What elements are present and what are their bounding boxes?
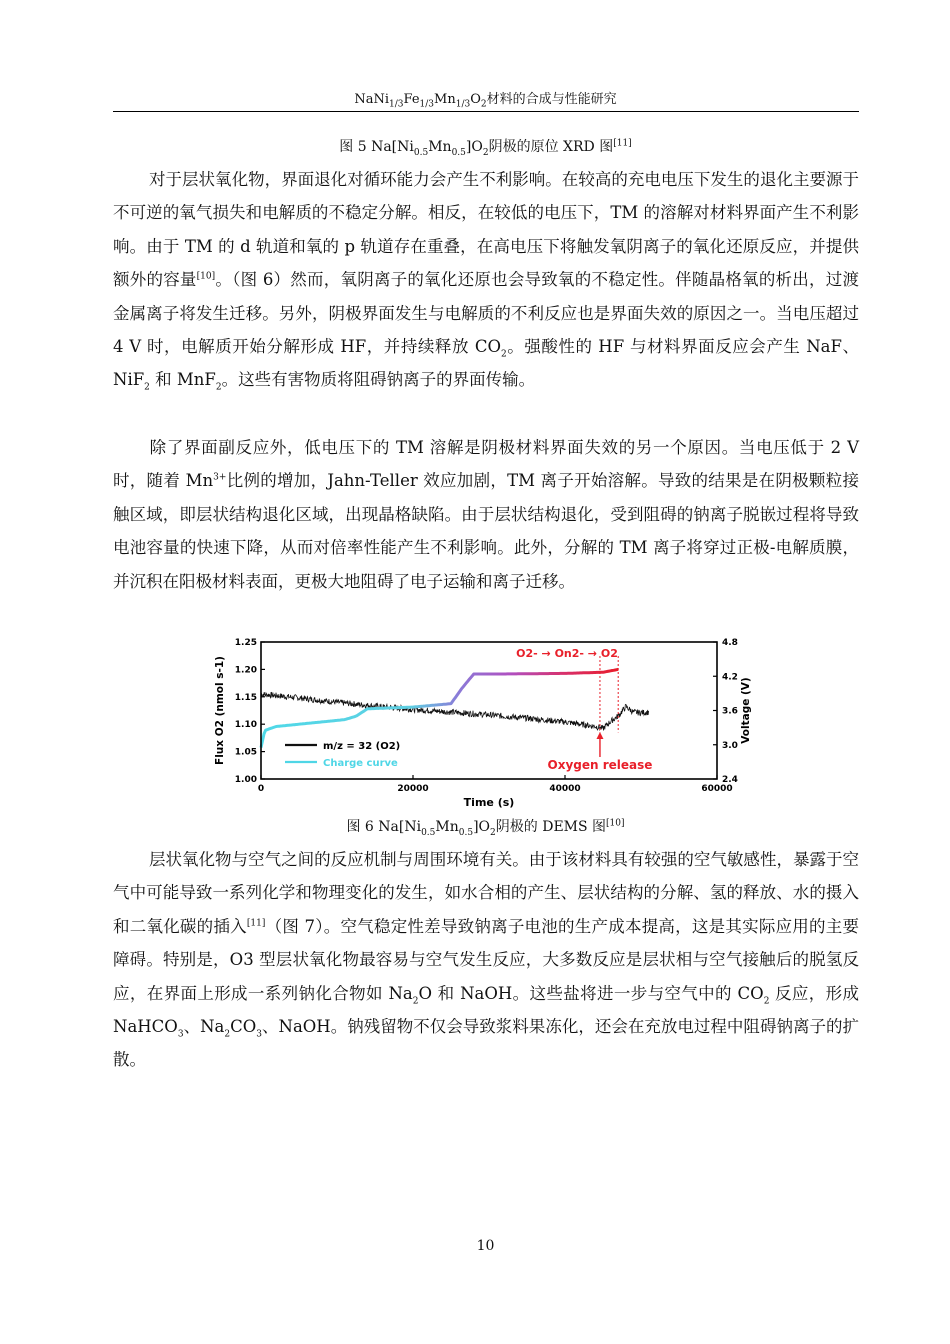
y-right-tick-label: 4.8: [722, 638, 738, 648]
paragraph-air-stability: 层状氧化物与空气之间的反应机制与周围环境有关。由于该材料具有较强的空气敏感性，暴露于空气中可能导致一系列化学和物理变化的发生，如水合相的产生、层状结构的分解、氢的释放、水的摄入和二氧化碳的插入[11]（图 7）。空气稳定性差导致钠离子电池的生产成本提高，这是其实际应用的主要障碍。特别是，O3 型层状氧化物最容易与空气发生反应，大多数反应是层状相与空气接触后的脱氢反应，在界面上形成一系列钠化合物如 $Na_2O$ 和 NaOH。这些盐将进一步与空气中的 $CO_2$ 反应，形成 NaHCO$_3$、$Na_2CO_3$、NaOH。钠残留物不仅会导致浆料果冻化，还会在充放电过程中阻碍钠离子的扩散。: [113, 850, 859, 1070]
y-right-tick-label: 2.4: [722, 775, 738, 785]
y-left-tick-label: 1.25: [234, 638, 257, 648]
paragraph-interface-degradation: 对于层状氧化物，界面退化对循环能力会产生不利影响。在较高的充电电压下发生的退化主要源于不可逆的氧气损失和电解质的不稳定分解。相反，在较低的电压下，TM 的溶解对材料界面产生不利影响。由于 TM 的 d 轨道和氧的 p 轨道存在重叠，在高电压下将触发氧阴离子的氧化还原反应，并提供额外的容量[10]。（图 6）然而，氧阴离子的氧化还原也会导致氧的不稳定性。伴随晶格氧的析出，过渡金属离子将发生迁移。另外，阴极界面发生与电解质的不利反应也是界面失效的原因之一。当电压超过 4 V 时，电解质开始分解形成 HF，并持续释放 $CO_2$。强酸性的 HF 与材料界面反应会产生 NaF、NiF$_2$ 和 MnF$_2$。这些有害物质将阻碍钠离子的界面传输。: [113, 170, 860, 393]
y-left-tick-label: 1.00: [234, 775, 257, 785]
figure-5-caption: 图 5 $Na[Ni_{0.5}Mn_{0.5}]O_2$阴极的原位 XRD 图[11]: [339, 138, 632, 158]
y-left-tick-label: 1.05: [234, 747, 257, 758]
x-tick-label: 0: [257, 784, 265, 794]
release-arrow-head: [596, 732, 603, 739]
y-right-tick-label: 3.6: [722, 706, 738, 717]
paragraph-tm-dissolution: 除了界面副反应外，低电压下的 TM 溶解是阴极材料界面失效的另一个原因。当电压低于 2 V 时，随着 $Mn^{3+}$比例的增加，Jahn-Teller 效应加剧，TM 离子开始溶解。导致的结果是在阴极颗粒接触区域，即层状结构退化区域，出现晶格缺陷。由于层状结构退化，受到阻碍的钠离子脱嵌过程将导致电池容量的快速下降，从而对倍率性能产生不利影响。此外，分解的 TM 离子将穿过正极-电解质膜，并沉积在阳极材料表面，更极大地阻碍了电子运输和离子迁移。: [113, 438, 859, 591]
y-right-tick-label: 4.2: [722, 672, 738, 683]
header-rule: [113, 111, 859, 112]
annotation-oxygen-redox: O2- → On2- → O2: [516, 647, 618, 660]
legend-o2-label: m/z = 32 (O2): [323, 741, 401, 752]
y-right-axis-label: Voltage (V): [740, 677, 752, 744]
y-left-axis-label: Flux O2 (nmol s-1): [214, 656, 226, 765]
legend-charge-label: Charge curve: [323, 758, 398, 769]
y-left-tick-label: 1.10: [234, 720, 257, 731]
y-left-tick-label: 1.20: [234, 665, 257, 676]
x-tick-label: 40000: [549, 784, 581, 794]
series-charge-curve-line: [261, 669, 618, 747]
y-right-tick-label: 3.0: [722, 740, 738, 751]
x-axis-label: Time (s): [463, 796, 515, 808]
page-number: 10: [476, 1238, 495, 1254]
running-header: $NaNi_{1/3}Fe_{1/3}Mn_{1/3}O_2$材料的合成与性能研究: [354, 92, 617, 110]
x-tick-label: 20000: [397, 784, 429, 794]
dems-chart: [205, 630, 755, 808]
figure-6-caption: 图 6 $Na[Ni_{0.5}Mn_{0.5}]O_2$阴极的 DEMS 图[10]: [346, 818, 625, 838]
x-tick-label: 60000: [701, 784, 733, 794]
annotation-oxygen-release: Oxygen release: [547, 758, 653, 772]
y-left-tick-label: 1.15: [234, 692, 257, 703]
